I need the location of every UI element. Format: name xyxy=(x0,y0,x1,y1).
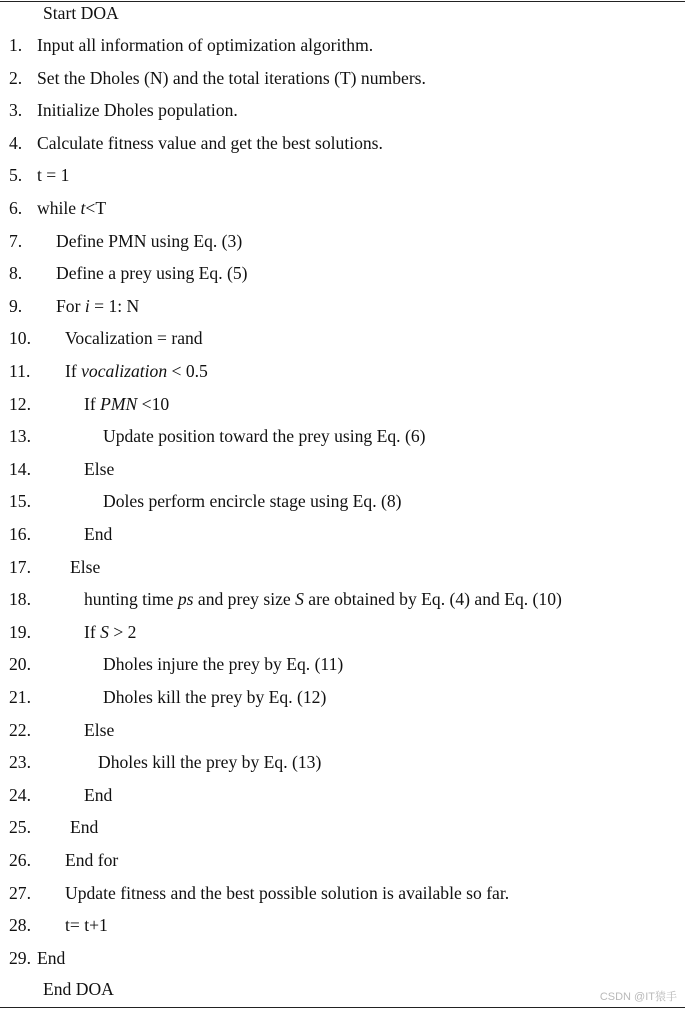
line-text-segment: while xyxy=(37,198,81,218)
line-text-segment: Update fitness and the best possible solution is available so far. xyxy=(65,882,510,903)
line-text xyxy=(65,881,509,905)
line-text-segment: End xyxy=(37,947,66,968)
algorithm-line xyxy=(0,66,685,90)
line-text xyxy=(98,750,321,774)
line-number: 22. xyxy=(9,719,31,740)
line-number: 21. xyxy=(9,687,31,707)
algorithm-line xyxy=(0,555,685,579)
line-number: 1. xyxy=(9,35,23,55)
line-text-segment: Else xyxy=(70,556,101,577)
line-text-segment: If xyxy=(65,361,82,381)
line-text xyxy=(84,718,114,742)
algorithm-line xyxy=(0,489,685,513)
line-text-segment: Initialize Dholes population. xyxy=(37,100,238,121)
line-text xyxy=(56,294,139,318)
algorithm-line xyxy=(0,229,685,253)
line-number: 28. xyxy=(9,915,31,936)
line-text xyxy=(37,98,238,122)
line-text xyxy=(37,163,69,187)
algorithm-line xyxy=(0,163,685,187)
algorithm-line xyxy=(0,457,685,481)
line-text xyxy=(37,196,106,220)
line-text-segment: For xyxy=(56,295,85,316)
bottom-rule xyxy=(0,1007,685,1008)
line-number: 3. xyxy=(9,100,23,121)
line-text-segment: are obtained by Eq. (4) and Eq. (10) xyxy=(303,589,562,610)
line-text-segment: End for xyxy=(65,850,119,870)
line-text xyxy=(103,652,343,676)
line-text xyxy=(37,131,383,155)
algorithm-line xyxy=(0,587,685,611)
algorithm-line xyxy=(0,652,685,676)
line-text-segment: Input all information of optimization algorithm. xyxy=(37,35,374,55)
line-text-segment: hunting time xyxy=(84,589,178,610)
algorithm-line xyxy=(0,294,685,318)
line-text-segment: If xyxy=(84,393,101,414)
line-text-segment: and prey size xyxy=(193,589,296,610)
line-text-segment: <T xyxy=(85,198,107,218)
algorithm-line xyxy=(0,522,685,546)
end-label: End DOA xyxy=(43,979,114,999)
line-number: 7. xyxy=(9,230,23,251)
line-text-segment: Dholes kill the prey by Eq. (12) xyxy=(103,687,327,707)
algorithm-line xyxy=(0,359,685,383)
line-number: 16. xyxy=(9,524,31,544)
line-text xyxy=(84,620,136,644)
line-number: 17. xyxy=(9,556,31,577)
algorithm-line xyxy=(0,620,685,644)
italic-variable: t xyxy=(80,198,86,218)
algorithm-line xyxy=(0,424,685,448)
line-number: 24. xyxy=(9,784,31,805)
italic-variable: ps xyxy=(177,589,194,610)
line-text-segment: < 0.5 xyxy=(167,361,208,381)
start-label: Start DOA xyxy=(43,3,119,23)
line-text xyxy=(65,913,108,937)
line-text-segment: If xyxy=(84,621,101,642)
line-number: 6. xyxy=(9,198,23,218)
line-text xyxy=(84,457,114,481)
line-text-segment: > 2 xyxy=(108,621,137,642)
line-text xyxy=(37,33,373,57)
algorithm-line xyxy=(0,98,685,122)
line-text-segment: Define PMN using Eq. (3) xyxy=(56,230,243,251)
line-number: 26. xyxy=(9,850,31,870)
line-text-segment: End xyxy=(70,817,99,838)
line-number: 5. xyxy=(9,165,23,186)
italic-variable: i xyxy=(84,295,90,316)
line-text-segment: Set the Dholes (N) and the total iterations (T) numbers. xyxy=(37,67,426,88)
line-text-segment: Dholes injure the prey by Eq. (11) xyxy=(103,654,344,675)
line-text xyxy=(103,489,402,513)
line-text-segment: End xyxy=(84,524,113,544)
line-text xyxy=(84,587,562,611)
line-text xyxy=(37,946,65,970)
line-text xyxy=(37,66,426,90)
algorithm-line xyxy=(0,848,685,872)
algorithm-line xyxy=(0,881,685,905)
algorithm-line xyxy=(0,815,685,839)
algorithm-line xyxy=(0,131,685,155)
algorithm-line xyxy=(0,685,685,709)
algorithm-line xyxy=(0,946,685,970)
algorithm-line xyxy=(0,261,685,285)
line-text xyxy=(56,261,248,285)
line-text-segment: Doles perform encircle stage using Eq. (8) xyxy=(103,491,402,512)
algorithm-line xyxy=(0,196,685,220)
algorithm-line xyxy=(0,326,685,350)
line-number: 9. xyxy=(9,295,23,316)
line-text xyxy=(65,848,118,872)
line-text xyxy=(65,359,208,383)
italic-variable: vocalization xyxy=(81,361,168,381)
algorithm-line xyxy=(0,392,685,416)
line-text xyxy=(70,555,100,579)
line-number: 2. xyxy=(9,67,23,88)
line-number: 8. xyxy=(9,263,23,284)
line-text-segment: Else xyxy=(84,458,115,479)
line-text xyxy=(84,522,112,546)
line-number: 27. xyxy=(9,882,31,903)
line-text xyxy=(84,783,112,807)
line-text-segment: End xyxy=(84,784,113,805)
line-text-segment: <10 xyxy=(137,393,170,414)
line-text-segment: Update position toward the prey using Eq. (6) xyxy=(103,426,426,447)
line-text-segment: Define a prey using Eq. (5) xyxy=(56,263,248,284)
watermark-text: CSDN @IT猿手 xyxy=(599,991,677,1003)
line-text-segment: Vocalization = rand xyxy=(65,328,203,349)
line-number: 12. xyxy=(9,393,31,414)
line-text xyxy=(103,685,326,709)
line-text-segment: Dholes kill the prey by Eq. (13) xyxy=(98,752,322,773)
algorithm-line xyxy=(0,33,685,57)
algorithm-line xyxy=(0,913,685,937)
line-text xyxy=(70,815,98,839)
line-number: 18. xyxy=(9,589,31,610)
line-number: 15. xyxy=(9,491,31,512)
line-number: 11. xyxy=(9,361,31,381)
line-number: 14. xyxy=(9,458,31,479)
line-number: 29. xyxy=(9,947,31,968)
line-number: 4. xyxy=(9,132,23,153)
line-text xyxy=(84,392,169,416)
line-number: 19. xyxy=(9,621,31,642)
line-text-segment: = 1: N xyxy=(89,295,140,316)
line-text-segment: t = 1 xyxy=(37,165,70,186)
italic-variable: S xyxy=(295,589,304,610)
line-text-segment: Calculate fitness value and get the best solutions. xyxy=(37,132,383,153)
line-number: 20. xyxy=(9,654,31,675)
italic-variable: S xyxy=(100,621,109,642)
line-text xyxy=(56,229,242,253)
line-text-segment: Else xyxy=(84,719,115,740)
line-number: 23. xyxy=(9,752,31,773)
line-text-segment: t= t+1 xyxy=(65,915,108,936)
algorithm-line xyxy=(0,783,685,807)
algorithm-line xyxy=(0,750,685,774)
line-text xyxy=(65,326,203,350)
line-number: 25. xyxy=(9,817,31,838)
line-text xyxy=(103,424,426,448)
algorithm-line xyxy=(0,718,685,742)
italic-variable: PMN xyxy=(100,393,138,414)
line-number: 13. xyxy=(9,426,31,447)
line-number: 10. xyxy=(9,328,31,349)
